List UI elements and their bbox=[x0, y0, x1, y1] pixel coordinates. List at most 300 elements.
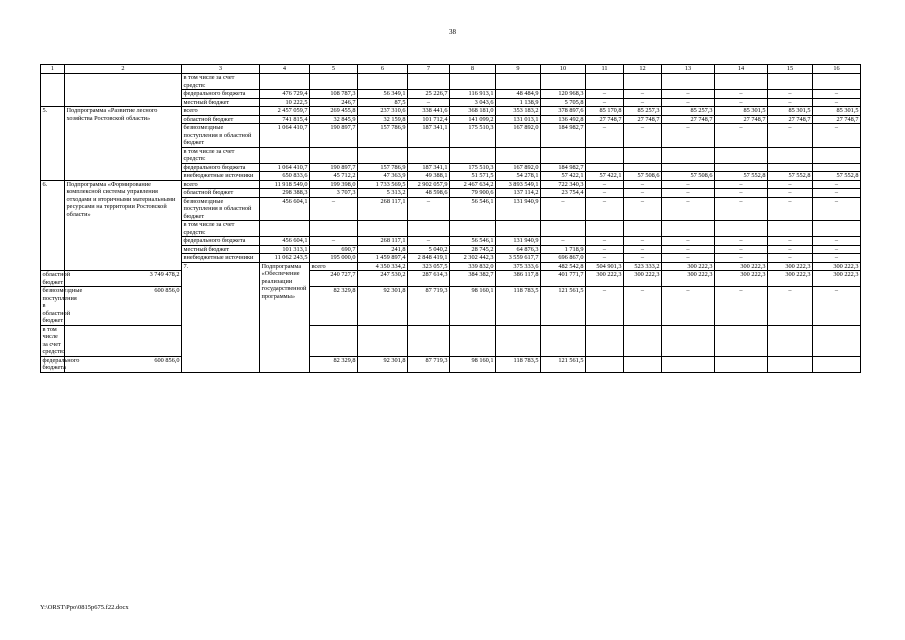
cell-value bbox=[358, 147, 408, 163]
cell-value bbox=[813, 356, 861, 372]
cell-value bbox=[408, 147, 450, 163]
cell-value: 57 508,6 bbox=[624, 172, 662, 181]
cell-value bbox=[358, 221, 408, 237]
cell-value: 167 892,0 bbox=[496, 163, 541, 172]
cell-value: 57 552,8 bbox=[715, 172, 768, 181]
cell-value: 85 257,3 bbox=[624, 107, 662, 116]
cell-value: 2 902 057,9 bbox=[408, 180, 450, 189]
cell-value: – bbox=[310, 237, 358, 246]
cell-funding-source: в том числе за счет средств: bbox=[182, 147, 260, 163]
cell-value: – bbox=[662, 197, 715, 221]
cell-value: – bbox=[768, 124, 813, 148]
cell-value bbox=[813, 74, 861, 90]
cell-value: – bbox=[768, 180, 813, 189]
cell-value: – bbox=[586, 189, 624, 198]
cell-value: 87 719,3 bbox=[408, 356, 450, 372]
cell-value: 690,7 bbox=[310, 245, 358, 254]
column-header: 12 bbox=[624, 65, 662, 74]
cell-value: 57 508,6 bbox=[662, 172, 715, 181]
cell-value: 5 313,2 bbox=[358, 189, 408, 198]
header-row bbox=[41, 65, 861, 74]
cell-value: 108 787,3 bbox=[310, 90, 358, 99]
cell-value: 300 222,3 bbox=[768, 271, 813, 287]
cell-value: 300 222,3 bbox=[813, 262, 861, 271]
cell-value bbox=[496, 74, 541, 90]
cell-value: – bbox=[624, 124, 662, 148]
cell-value: 353 183,2 bbox=[496, 107, 541, 116]
cell-value: – bbox=[662, 189, 715, 198]
cell-value: 118 783,5 bbox=[496, 287, 541, 326]
cell-value bbox=[813, 221, 861, 237]
cell-program: Подпрограмма «Развитие лесного хозяйства Ростовской области» bbox=[65, 107, 182, 181]
cell-value: – bbox=[662, 90, 715, 99]
cell-value: 11 918 549,0 bbox=[260, 180, 310, 189]
cell-value: 32 159,8 bbox=[358, 115, 408, 124]
cell-value: – bbox=[586, 90, 624, 99]
cell-value: 300 222,3 bbox=[813, 271, 861, 287]
cell-value bbox=[358, 74, 408, 90]
cell-program: Подпрограмма «Обеспечение реализации государственной программы» bbox=[260, 262, 310, 372]
cell-value: 190 897,7 bbox=[310, 163, 358, 172]
cell-program bbox=[65, 74, 182, 107]
cell-value: – bbox=[813, 90, 861, 99]
cell-value: 87,5 bbox=[358, 98, 408, 107]
cell-value: 456 604,1 bbox=[260, 197, 310, 221]
cell-value: 137 114,2 bbox=[496, 189, 541, 198]
footer-file-path: Y:\ORST\Ppo\0815p675.f22.docx bbox=[40, 604, 129, 611]
cell-value bbox=[260, 221, 310, 237]
cell-value: 187 341,1 bbox=[408, 163, 450, 172]
cell-value: – bbox=[715, 237, 768, 246]
cell-value bbox=[662, 221, 715, 237]
table-row bbox=[41, 107, 861, 116]
cell-value bbox=[715, 325, 768, 356]
cell-value: 240 727,7 bbox=[310, 271, 358, 287]
cell-value: – bbox=[624, 98, 662, 107]
cell-value: – bbox=[715, 245, 768, 254]
cell-value: 3 749 478,2 bbox=[65, 271, 182, 287]
cell-value: 48 484,9 bbox=[496, 90, 541, 99]
cell-value: – bbox=[586, 98, 624, 107]
cell-value: 368 181,0 bbox=[450, 107, 496, 116]
cell-value bbox=[624, 74, 662, 90]
cell-value: – bbox=[715, 90, 768, 99]
cell-value: 116 913,1 bbox=[450, 90, 496, 99]
cell-value: 1 064 410,7 bbox=[260, 163, 310, 172]
cell-value bbox=[715, 74, 768, 90]
cell-value: 101 712,4 bbox=[408, 115, 450, 124]
cell-funding-source: местный бюджет bbox=[182, 245, 260, 254]
cell-value bbox=[541, 325, 586, 356]
cell-value: 121 561,5 bbox=[541, 287, 586, 326]
cell-value: 56 546,1 bbox=[450, 237, 496, 246]
cell-value: 241,8 bbox=[358, 245, 408, 254]
table-row bbox=[41, 356, 861, 372]
cell-value: 4 350 334,2 bbox=[358, 262, 408, 271]
cell-value: 136 492,8 bbox=[541, 115, 586, 124]
cell-value: 2 848 419,1 bbox=[408, 254, 450, 263]
cell-funding-source: в том числе за счет средств: bbox=[42, 325, 65, 355]
cell-value: 375 333,6 bbox=[496, 262, 541, 271]
cell-value: 184 982,7 bbox=[541, 124, 586, 148]
cell-value: 456 604,1 bbox=[260, 237, 310, 246]
cell-value: 121 561,5 bbox=[541, 356, 586, 372]
cell-value bbox=[310, 147, 358, 163]
cell-value: 323 057,5 bbox=[408, 262, 450, 271]
cell-value: 187 341,1 bbox=[408, 124, 450, 148]
cell-value bbox=[624, 325, 662, 356]
cell-value bbox=[768, 356, 813, 372]
column-header: 2 bbox=[65, 65, 182, 74]
column-header: 7 bbox=[408, 65, 450, 74]
cell-funding-source: безвозмездные поступления в областной бюджет bbox=[42, 287, 83, 324]
cell-value: 92 301,8 bbox=[358, 356, 408, 372]
cell-value: 2 457 059,7 bbox=[260, 107, 310, 116]
cell-value bbox=[813, 163, 861, 172]
cell-value: – bbox=[624, 287, 662, 326]
column-header: 9 bbox=[496, 65, 541, 74]
cell-value: – bbox=[813, 124, 861, 148]
column-header: 5 bbox=[310, 65, 358, 74]
cell-value bbox=[662, 356, 715, 372]
cell-program: Подпрограмма «Формирование комплексной системы управления отходами и вторичными материальными ресурсами на территории Ростовской области» bbox=[65, 180, 182, 271]
cell-value: 85 301,5 bbox=[715, 107, 768, 116]
cell-value: – bbox=[586, 237, 624, 246]
cell-value: 157 786,9 bbox=[358, 163, 408, 172]
cell-value: – bbox=[768, 254, 813, 263]
budget-table bbox=[40, 64, 861, 373]
cell-funding-source: всего bbox=[182, 180, 260, 189]
cell-value: – bbox=[768, 189, 813, 198]
cell-value: 237 310,6 bbox=[358, 107, 408, 116]
cell-funding-source: в том числе за счет средств: bbox=[182, 74, 260, 90]
cell-value: 741 815,4 bbox=[260, 115, 310, 124]
cell-value: 247 530,2 bbox=[358, 271, 408, 287]
cell-value: – bbox=[813, 98, 861, 107]
cell-value: 246,7 bbox=[310, 98, 358, 107]
cell-value: 1 718,9 bbox=[541, 245, 586, 254]
cell-value: – bbox=[813, 287, 861, 326]
cell-value: 27 748,7 bbox=[624, 115, 662, 124]
cell-value: 131 013,1 bbox=[496, 115, 541, 124]
cell-value bbox=[662, 74, 715, 90]
cell-value bbox=[624, 356, 662, 372]
cell-funding-source: безвозмездные поступления в областной бюджет bbox=[182, 124, 260, 148]
cell-value: – bbox=[541, 237, 586, 246]
cell-value: – bbox=[624, 189, 662, 198]
cell-funding-source: всего bbox=[182, 107, 260, 116]
cell-value: 98 160,1 bbox=[450, 356, 496, 372]
cell-value bbox=[662, 325, 715, 356]
cell-value: 386 117,8 bbox=[496, 271, 541, 287]
cell-value bbox=[768, 325, 813, 356]
cell-value: 101 313,1 bbox=[260, 245, 310, 254]
cell-value: 131 940,9 bbox=[496, 197, 541, 221]
cell-funding-source: всего bbox=[310, 262, 358, 271]
cell-value bbox=[408, 221, 450, 237]
cell-value: – bbox=[662, 180, 715, 189]
cell-value: – bbox=[624, 254, 662, 263]
cell-value: 167 892,0 bbox=[496, 124, 541, 148]
column-header: 13 bbox=[662, 65, 715, 74]
cell-value: 401 771,7 bbox=[541, 271, 586, 287]
cell-value: 157 786,9 bbox=[358, 124, 408, 148]
column-header: 15 bbox=[768, 65, 813, 74]
cell-value: – bbox=[715, 197, 768, 221]
cell-value: 56 349,1 bbox=[358, 90, 408, 99]
cell-value: 82 329,8 bbox=[310, 287, 358, 326]
cell-value: 25 226,7 bbox=[408, 90, 450, 99]
cell-value: – bbox=[768, 237, 813, 246]
cell-value bbox=[715, 147, 768, 163]
cell-funding-source: внебюджетные источники bbox=[182, 254, 260, 263]
cell-value bbox=[662, 163, 715, 172]
cell-value: 1 459 897,4 bbox=[358, 254, 408, 263]
cell-value bbox=[586, 356, 624, 372]
cell-value: – bbox=[408, 237, 450, 246]
cell-funding-source: местный бюджет bbox=[182, 98, 260, 107]
table-row bbox=[41, 325, 861, 356]
cell-value: – bbox=[586, 245, 624, 254]
cell-value: 57 422,1 bbox=[586, 172, 624, 181]
cell-value: 195 000,0 bbox=[310, 254, 358, 263]
cell-value: 57 422,1 bbox=[541, 172, 586, 181]
column-header: 6 bbox=[358, 65, 408, 74]
cell-value bbox=[408, 74, 450, 90]
cell-value: – bbox=[662, 245, 715, 254]
cell-value: 300 222,3 bbox=[662, 262, 715, 271]
cell-value bbox=[715, 163, 768, 172]
cell-value: – bbox=[624, 237, 662, 246]
cell-value: – bbox=[624, 90, 662, 99]
cell-value: 339 832,0 bbox=[450, 262, 496, 271]
cell-value: – bbox=[662, 124, 715, 148]
cell-value: 28 745,2 bbox=[450, 245, 496, 254]
cell-funding-source: областной бюджет bbox=[182, 115, 260, 124]
cell-value: 85 170,8 bbox=[586, 107, 624, 116]
cell-value: 3 707,3 bbox=[310, 189, 358, 198]
cell-value bbox=[310, 325, 358, 356]
cell-value: 23 754,4 bbox=[541, 189, 586, 198]
cell-value bbox=[586, 325, 624, 356]
cell-value: 47 363,9 bbox=[358, 172, 408, 181]
cell-value: 1 138,9 bbox=[496, 98, 541, 107]
cell-value bbox=[496, 221, 541, 237]
cell-value: 268 117,1 bbox=[358, 237, 408, 246]
cell-value: 27 748,7 bbox=[715, 115, 768, 124]
cell-value: – bbox=[541, 197, 586, 221]
column-header: 4 bbox=[260, 65, 310, 74]
cell-value bbox=[813, 325, 861, 356]
cell-value bbox=[450, 325, 496, 356]
cell-value: 504 901,3 bbox=[586, 262, 624, 271]
cell-value: – bbox=[813, 197, 861, 221]
cell-value: 696 867,0 bbox=[541, 254, 586, 263]
column-header: 16 bbox=[813, 65, 861, 74]
cell-value: 1 064 410,7 bbox=[260, 124, 310, 148]
cell-value: – bbox=[310, 197, 358, 221]
column-header: 10 bbox=[541, 65, 586, 74]
cell-value: – bbox=[662, 287, 715, 326]
cell-number: 6. bbox=[41, 180, 65, 271]
column-header: 8 bbox=[450, 65, 496, 74]
cell-value bbox=[496, 325, 541, 356]
cell-number: 7. bbox=[182, 262, 260, 372]
cell-value: 384 382,7 bbox=[450, 271, 496, 287]
cell-value bbox=[813, 147, 861, 163]
cell-value: 600 856,0 bbox=[65, 356, 182, 372]
column-header: 14 bbox=[715, 65, 768, 74]
cell-value: – bbox=[715, 180, 768, 189]
cell-value bbox=[586, 163, 624, 172]
table-row bbox=[41, 180, 861, 189]
cell-value bbox=[260, 147, 310, 163]
cell-value bbox=[450, 74, 496, 90]
cell-value: 27 748,7 bbox=[813, 115, 861, 124]
cell-value bbox=[541, 147, 586, 163]
cell-value: 300 222,3 bbox=[624, 271, 662, 287]
cell-value: 287 614,3 bbox=[408, 271, 450, 287]
cell-value: 482 542,8 bbox=[541, 262, 586, 271]
cell-value: – bbox=[624, 245, 662, 254]
cell-value: 10 222,5 bbox=[260, 98, 310, 107]
cell-funding-source: областной бюджет bbox=[42, 271, 71, 286]
cell-value: – bbox=[715, 189, 768, 198]
cell-funding-source: федерального бюджета bbox=[42, 356, 80, 371]
cell-funding-source: безвозмездные поступления в областной бюджет bbox=[182, 197, 260, 221]
cell-value bbox=[496, 147, 541, 163]
cell-value: 141 099,2 bbox=[450, 115, 496, 124]
cell-value: – bbox=[715, 287, 768, 326]
cell-value: 48 598,6 bbox=[408, 189, 450, 198]
cell-value: – bbox=[662, 237, 715, 246]
cell-value: 5 040,2 bbox=[408, 245, 450, 254]
cell-value: 54 278,1 bbox=[496, 172, 541, 181]
cell-value bbox=[586, 74, 624, 90]
cell-value: – bbox=[586, 254, 624, 263]
cell-value: – bbox=[662, 254, 715, 263]
cell-funding-source: федерального бюджета bbox=[182, 237, 260, 246]
cell-value bbox=[768, 74, 813, 90]
cell-value bbox=[662, 147, 715, 163]
cell-value bbox=[715, 221, 768, 237]
cell-value: 27 748,7 bbox=[768, 115, 813, 124]
cell-value bbox=[768, 147, 813, 163]
cell-value: 5 705,8 bbox=[541, 98, 586, 107]
cell-value: 184 982,7 bbox=[541, 163, 586, 172]
cell-value: 57 552,8 bbox=[768, 172, 813, 181]
cell-value bbox=[541, 221, 586, 237]
cell-value: – bbox=[768, 98, 813, 107]
cell-value: 175 510,3 bbox=[450, 163, 496, 172]
cell-value: 1 733 569,5 bbox=[358, 180, 408, 189]
cell-value: 64 876,3 bbox=[496, 245, 541, 254]
cell-value bbox=[310, 74, 358, 90]
cell-value bbox=[450, 147, 496, 163]
cell-value: 378 897,6 bbox=[541, 107, 586, 116]
cell-value bbox=[450, 221, 496, 237]
cell-value: 118 783,5 bbox=[496, 356, 541, 372]
table-row bbox=[41, 74, 861, 90]
cell-number bbox=[41, 74, 65, 107]
cell-value: 190 897,7 bbox=[310, 124, 358, 148]
cell-value: 338 441,6 bbox=[408, 107, 450, 116]
cell-value: – bbox=[813, 189, 861, 198]
cell-value: – bbox=[813, 180, 861, 189]
column-header: 3 bbox=[182, 65, 260, 74]
cell-value bbox=[768, 221, 813, 237]
cell-value: 32 845,9 bbox=[310, 115, 358, 124]
cell-value: 268 117,1 bbox=[358, 197, 408, 221]
cell-value: 2 467 634,2 bbox=[450, 180, 496, 189]
cell-value bbox=[624, 147, 662, 163]
cell-value: 82 329,8 bbox=[310, 356, 358, 372]
cell-value: – bbox=[586, 287, 624, 326]
cell-number: 5. bbox=[41, 107, 65, 181]
cell-value: – bbox=[768, 245, 813, 254]
cell-value: 650 833,6 bbox=[260, 172, 310, 181]
cell-value bbox=[408, 325, 450, 356]
cell-value: 57 552,8 bbox=[813, 172, 861, 181]
cell-funding-source: федерального бюджета bbox=[182, 90, 260, 99]
cell-value: – bbox=[715, 254, 768, 263]
cell-value: 85 301,5 bbox=[813, 107, 861, 116]
cell-value: 85 257,3 bbox=[662, 107, 715, 116]
cell-value: 3 559 617,7 bbox=[496, 254, 541, 263]
cell-value bbox=[310, 221, 358, 237]
cell-value: 300 222,3 bbox=[715, 262, 768, 271]
cell-value bbox=[715, 356, 768, 372]
cell-value: 51 571,5 bbox=[450, 172, 496, 181]
cell-value bbox=[768, 163, 813, 172]
cell-value: 3 893 549,1 bbox=[496, 180, 541, 189]
cell-funding-source: областной бюджет bbox=[182, 189, 260, 198]
cell-value: – bbox=[586, 180, 624, 189]
cell-value: 300 222,3 bbox=[715, 271, 768, 287]
cell-value: – bbox=[768, 287, 813, 326]
cell-value: – bbox=[813, 254, 861, 263]
cell-value bbox=[586, 147, 624, 163]
cell-value: 56 546,1 bbox=[450, 197, 496, 221]
cell-value: – bbox=[408, 98, 450, 107]
page-number: 38 bbox=[449, 28, 456, 36]
cell-value: – bbox=[715, 124, 768, 148]
cell-value: – bbox=[813, 245, 861, 254]
cell-value: 600 856,0 bbox=[65, 287, 182, 326]
cell-value: 523 333,2 bbox=[624, 262, 662, 271]
cell-funding-source: в том числе за счет средств: bbox=[182, 221, 260, 237]
cell-value: – bbox=[586, 124, 624, 148]
cell-value bbox=[358, 325, 408, 356]
cell-value: 269 455,8 bbox=[310, 107, 358, 116]
cell-value: – bbox=[768, 90, 813, 99]
cell-value bbox=[586, 221, 624, 237]
cell-value: 45 712,2 bbox=[310, 172, 358, 181]
table-row bbox=[41, 287, 861, 326]
cell-value: – bbox=[662, 98, 715, 107]
cell-value: 722 340,3 bbox=[541, 180, 586, 189]
cell-value bbox=[624, 163, 662, 172]
cell-value: 11 062 243,5 bbox=[260, 254, 310, 263]
cell-value: 27 748,7 bbox=[586, 115, 624, 124]
cell-value: 199 398,0 bbox=[310, 180, 358, 189]
cell-funding-source: федерального бюджета bbox=[182, 163, 260, 172]
cell-value bbox=[65, 325, 182, 356]
column-header: 1 bbox=[41, 65, 65, 74]
cell-value: 476 729,4 bbox=[260, 90, 310, 99]
cell-value: 85 301,5 bbox=[768, 107, 813, 116]
cell-value: 3 043,6 bbox=[450, 98, 496, 107]
